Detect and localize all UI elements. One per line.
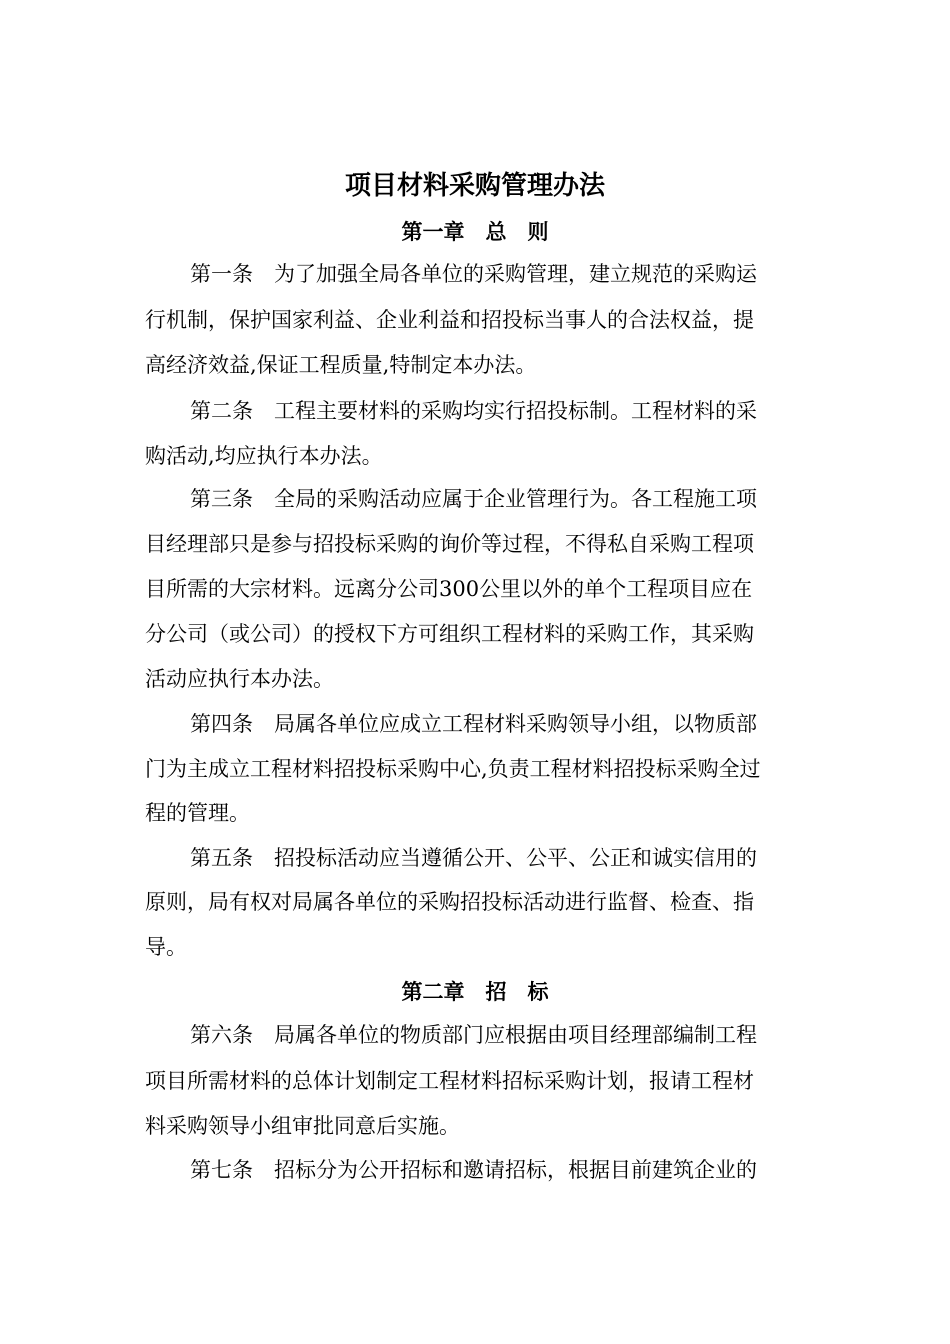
article-4-line-1: 第四条 局属各单位应成立工程材料采购领导小组，以物质部 xyxy=(190,712,757,736)
article-2-line-2: 购活动,均应执行本办法。 xyxy=(145,444,383,468)
article-2-line-1: 第二条 工程主要材料的采购均实行招投标制。工程材料的采 xyxy=(190,399,757,423)
article-4-line-2: 门为主成立工程材料招投标采购中心,负责工程材料招投标采购全过 xyxy=(145,757,761,781)
article-5-line-3: 导。 xyxy=(145,935,187,959)
article-3-line-5: 活动应执行本办法。 xyxy=(145,667,334,691)
chapter-heading-1: 第一章 总 则 xyxy=(401,219,549,244)
article-3-line-4: 分公司（或公司）的授权下方可组织工程材料的采购工作，其采购 xyxy=(145,622,754,646)
article-6-line-1: 第六条 局属各单位的物质部门应根据由项目经理部编制工程 xyxy=(190,1023,757,1047)
article-1-line-2: 行机制，保护国家利益、企业利益和招投标当事人的合法权益，提 xyxy=(145,308,754,332)
article-1-line-3: 高经济效益,保证工程质量,特制定本办法。 xyxy=(145,353,537,377)
document-title: 项目材料采购管理办法 xyxy=(344,171,605,201)
article-3-line-2: 目经理部只是参与招投标采购的询价等过程，不得私自采购工程项 xyxy=(145,532,754,556)
article-1-line-1: 第一条 为了加强全局各单位的采购管理，建立规范的采购运 xyxy=(190,262,757,286)
chapter-heading-2: 第二章 招 标 xyxy=(401,979,549,1004)
article-5-line-1: 第五条 招投标活动应当遵循公开、公平、公正和诚实信用的 xyxy=(190,846,757,870)
article-4-line-3: 程的管理。 xyxy=(145,801,250,825)
article-7-line-1: 第七条 招标分为公开招标和邀请招标，根据目前建筑企业的 xyxy=(190,1158,757,1182)
article-6-line-2: 项目所需材料的总体计划制定工程材料招标采购计划，报请工程材 xyxy=(145,1069,754,1093)
article-3-line-3: 目所需的大宗材料。远离分公司300公里以外的单个工程项目应在 xyxy=(145,577,753,601)
article-5-line-2: 原则，局有权对局属各单位的采购招投标活动进行监督、检查、指 xyxy=(145,890,754,914)
article-6-line-3: 料采购领导小组审批同意后实施。 xyxy=(145,1114,460,1138)
article-3-line-1: 第三条 全局的采购活动应属于企业管理行为。各工程施工项 xyxy=(190,487,757,511)
